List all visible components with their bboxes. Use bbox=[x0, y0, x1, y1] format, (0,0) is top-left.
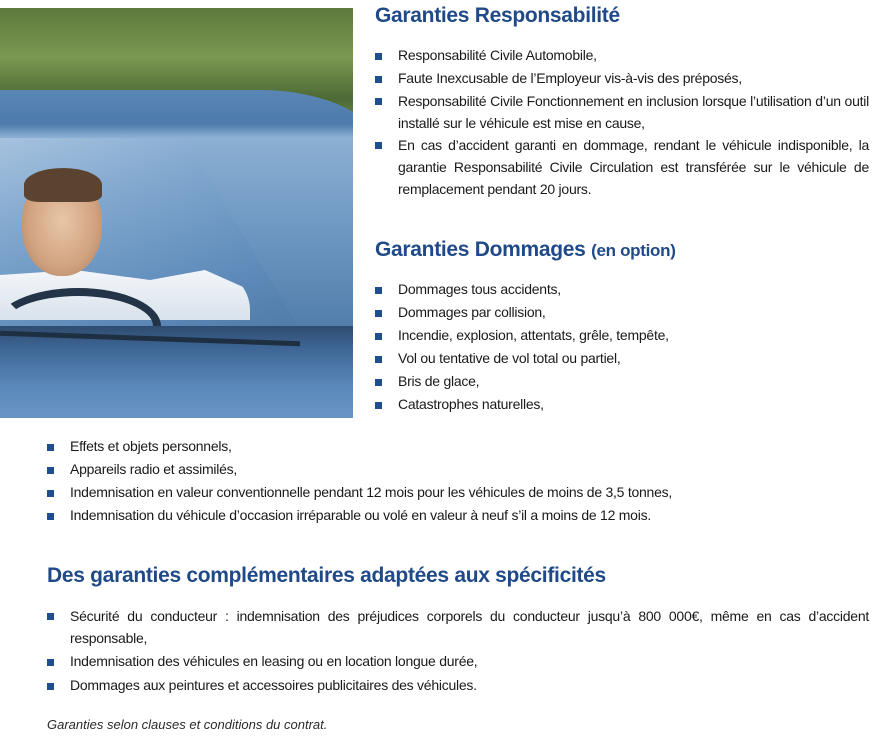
bullet-square-icon bbox=[47, 659, 54, 666]
bullet-square-icon bbox=[47, 444, 54, 451]
bullet-square-icon bbox=[47, 513, 54, 520]
list-item: Vol ou tentative de vol total ou partiel, bbox=[375, 347, 855, 370]
list-item: Appareils radio et assimilés, bbox=[47, 458, 847, 481]
bullet-square-icon bbox=[47, 490, 54, 497]
bullet-square-icon bbox=[375, 142, 382, 149]
heading-garanties-responsabilite: Garanties Responsabilité bbox=[375, 4, 620, 27]
bullet-square-icon bbox=[375, 356, 382, 363]
bullet-square-icon bbox=[47, 613, 54, 620]
bullet-square-icon bbox=[375, 379, 382, 386]
list-complementaires bbox=[47, 605, 869, 698]
bullet-square-icon bbox=[375, 333, 382, 340]
list-item: Responsabilité Civile Automobile, bbox=[375, 44, 869, 67]
list-item: Responsabilité Civile Fonctionnement en inclusion lorsque l’utilisation d’un outil installé sur le véhicule est mise en cause, bbox=[375, 90, 869, 134]
list-item: Sécurité du conducteur : indemnisation des préjudices corporels du conducteur jusqu’à 800 000€, même en cas d’accident responsable, bbox=[47, 605, 869, 649]
bullet-square-icon bbox=[375, 402, 382, 409]
driver-car-photo bbox=[0, 8, 353, 418]
list-item: Effets et objets personnels, bbox=[47, 435, 847, 458]
footnote: Garanties selon clauses et conditions du contrat. bbox=[47, 717, 328, 732]
option-label: (en option) bbox=[591, 241, 676, 260]
list-item: Indemnisation en valeur conventionnelle pendant 12 mois pour les véhicules de moins de 3,5 tonnes, bbox=[47, 481, 847, 504]
list-item: Dommages tous accidents, bbox=[375, 278, 855, 301]
heading-garanties-dommages: Garanties Dommages (en option) bbox=[375, 238, 676, 261]
list-dommages-continued bbox=[47, 435, 847, 527]
bullet-square-icon bbox=[375, 98, 382, 105]
bullet-square-icon bbox=[375, 76, 382, 83]
list-item: Dommages par collision, bbox=[375, 301, 855, 324]
driver-hair bbox=[24, 168, 102, 202]
heading-garanties-complementaires: Des garanties complémentaires adaptées aux spécificités bbox=[47, 564, 606, 587]
list-item: Catastrophes naturelles, bbox=[375, 393, 855, 416]
list-item: Incendie, explosion, attentats, grêle, tempête, bbox=[375, 324, 855, 347]
bullet-square-icon bbox=[47, 467, 54, 474]
list-item: Indemnisation du véhicule d’occasion irréparable ou volé en valeur à neuf s’il a moins de 12 mois. bbox=[47, 504, 847, 527]
list-item: Faute Inexcusable de l’Employeur vis-à-vis des préposés, bbox=[375, 67, 869, 90]
list-item: Bris de glace, bbox=[375, 370, 855, 393]
bullet-square-icon bbox=[47, 683, 54, 690]
bullet-square-icon bbox=[375, 287, 382, 294]
list-dommages bbox=[375, 278, 855, 416]
list-responsabilite bbox=[375, 44, 869, 200]
list-item: Dommages aux peintures et accessoires publicitaires des véhicules. bbox=[47, 674, 869, 697]
list-item: En cas d’accident garanti en dommage, rendant le véhicule indisponible, la garantie Responsabilité Civile Circulation est transférée sur le véhicule de remplacement pendant 20 jours. bbox=[375, 134, 869, 200]
list-item: Indemnisation des véhicules en leasing ou en location longue durée, bbox=[47, 650, 869, 673]
bullet-square-icon bbox=[375, 310, 382, 317]
bullet-square-icon bbox=[375, 53, 382, 60]
